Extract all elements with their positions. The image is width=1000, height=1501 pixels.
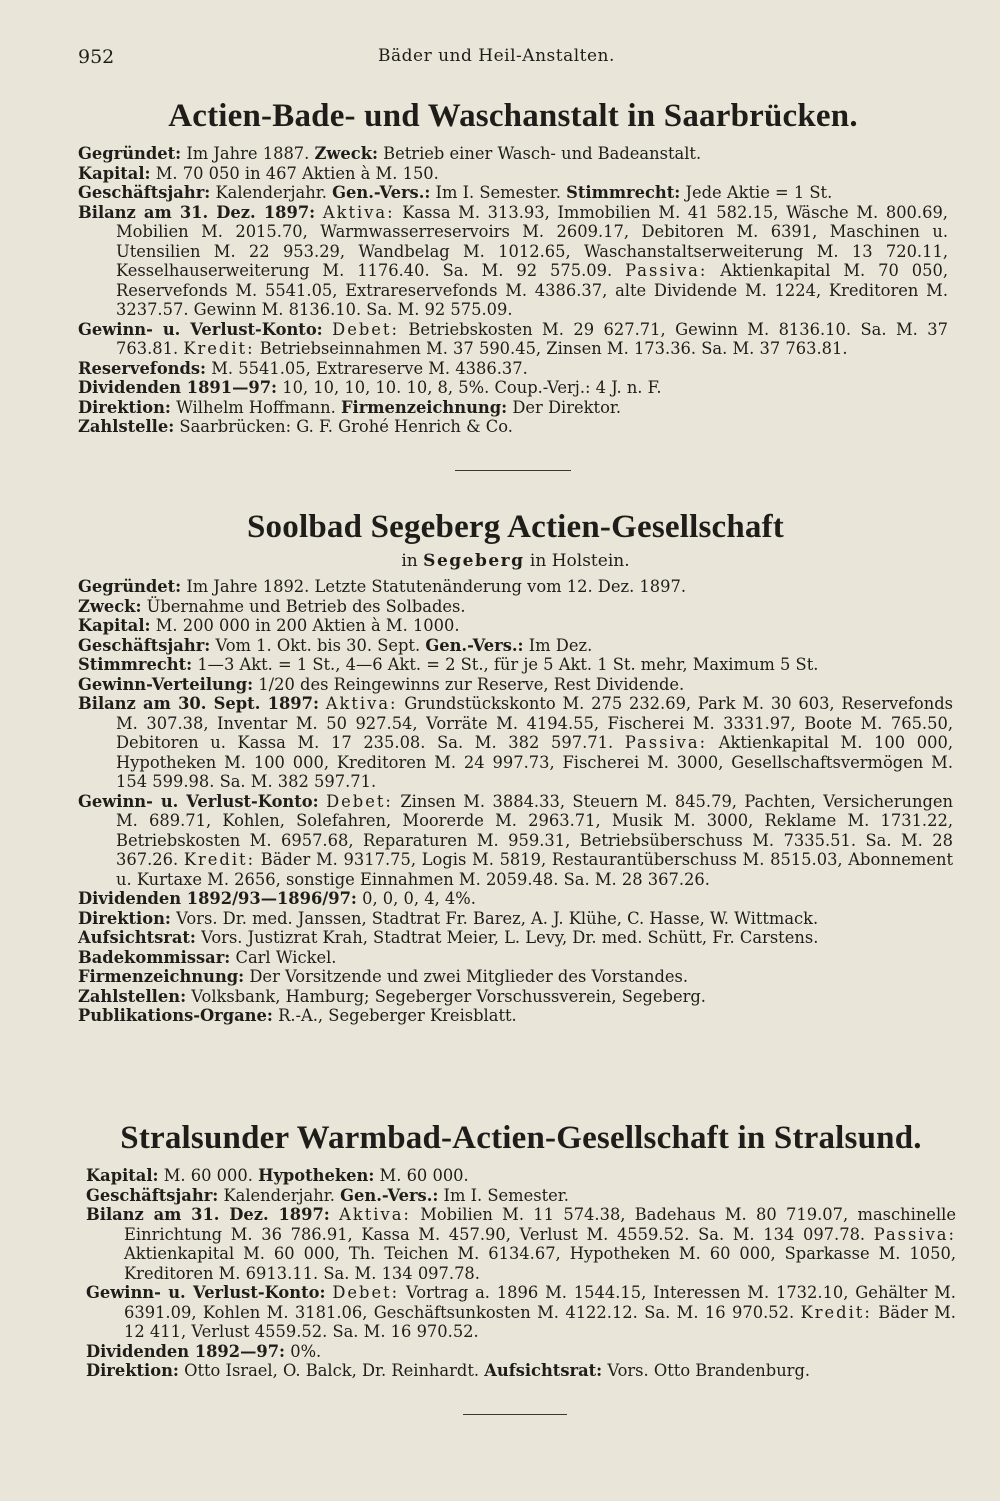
entry-text: Bäder M. 9317.75, Logis M. 5819, Restaurantüberschuss M. 8515.03, Abonnement u. Kurtaxe M. 2656, sonstige Einnahmen M. 2059.48. Sa. M. 28 367.26. [116,850,953,889]
entry-text: Im Jahre 1892. Letzte Statutenänderung vom 12. Dez. 1897. [181,577,687,596]
entry-text: Im I. Semester. [438,1185,569,1205]
entry-text: Aktienkapital M. 100 000, Hypotheken M. 100 000, Kreditoren M. 24 997.73, Fischerei M. 3000, Gesellschaftsvermögen M. 154 599.98. Sa. M. 382 597.71. [116,733,954,791]
entry [78,928,953,948]
entry [78,792,953,890]
section-divider [463,1414,567,1415]
entry-label: Bilanz am 30. Sept. 1897: [78,694,319,713]
entry-label: Gen.-Vers.: [340,1185,439,1205]
entry-spaced-label: Kredit: [800,1302,872,1322]
entry-label: Zahlstelle: [78,417,175,436]
entry [78,616,953,636]
entry-text: Betriebseinnahmen M. 37 590.45, Zinsen M. 173.36. Sa. M. 37 763.81. [254,339,848,358]
entry-label: Firmenzeichnung: [340,397,508,417]
entry-text: Kalenderjahr. [218,1185,341,1205]
subtitle-post: in Holstein. [524,551,630,571]
entry-label: Dividenden 1891—97: [78,378,278,397]
entry-label: Firmenzeichnung: [78,967,245,986]
entry [86,1186,956,1206]
entry-text: 0, 0, 0, 4, 4%. [356,889,476,908]
entry-text: Aktienkapital M. 70 050, Reservefonds M. 5541.05, Extrareservefonds M. 4386.37, alte Dividende M. 1224, Kreditoren M. 3237.57. Gewinn M. 8136.10. Sa. M. 92 575.09. [116,261,948,319]
entry-text [319,694,326,713]
entry-label: Dividenden 1892—97: [86,1341,286,1361]
entry-label: Reservefonds: [78,358,207,378]
entry [78,577,953,597]
entry [78,417,948,437]
entry-spaced-label: Aktiva: [325,694,398,713]
entry-text: Mobilien M. 11 574.38, Badehaus M. 80 719.07, maschinelle Einrichtung M. 36 786.91, Kassa M. 457.90, Verlust M. 4559.52. Sa. M. 134 097.78. [124,1205,956,1244]
entry-label: Badekommissar: [78,947,231,967]
entry-text: Betriebskosten M. 29 627.71, Gewinn M. 8136.10. Sa. M. 37 763.81. [116,319,948,358]
entry-spaced-label: Debet: [332,319,399,339]
subtitle-pre: in [401,551,424,571]
entry [78,987,953,1007]
entry-spaced-label: Passiva: [873,1224,956,1244]
section-stralsund [86,1118,956,1381]
entry [78,636,953,656]
entry-label: Aufsichtsrat: [484,1361,603,1380]
entry-text: M. 60 000. [158,1166,259,1185]
entry-text: Betrieb einer Wasch- und Badeanstalt. [377,144,702,163]
entry-label: Stimmrecht: [78,655,193,674]
entry [78,967,953,987]
entry [86,1166,956,1186]
entry-label: Hypotheken: [258,1166,375,1185]
entry-label: Publikations-Organe: [78,1006,273,1025]
entry-text: M. 200 000 in 200 Aktien à M. 1000. [150,616,460,635]
section-divider [455,470,571,471]
entry-text [315,203,323,222]
entry-spaced-label: Aktiva: [322,202,395,222]
entry-label: Geschäftsjahr: [78,635,211,655]
entry-text: Saarbrücken: G. F. Grohé Henrich & Co. [174,417,513,436]
entry-text [319,792,326,811]
section-saarbruecken [78,96,948,437]
entry-text: Der Direktor. [507,397,622,417]
entry [78,203,948,320]
entry-label: Zweck: [314,144,378,163]
entry-label: Kapital: [78,616,151,635]
entry-text: Vortrag a. 1896 M. 1544.15, Interessen M. 1732.10, Gehälter M. 6391.09, Kohlen M. 3181.06, Geschäftsunkosten M. 4122.12. Sa. M. 16 970.52. [124,1283,956,1322]
entry-spaced-label: Passiva: [624,733,708,752]
entry [78,1006,953,1026]
entry-text: Vors. Dr. med. Janssen, Stadtrat Fr. Barez, A. J. Klühe, C. Hasse, W. Wittmack. [170,908,819,928]
entry-spaced-label: Kredit: [183,339,255,358]
entry-label: Gewinn- u. Verlust-Konto: [78,319,323,339]
entry-label: Gegründet: [78,144,182,163]
entry-label: Zahlstellen: [78,986,187,1006]
entry [78,398,948,418]
entry-text [330,1205,339,1224]
entry-spaced-label: Aktiva: [339,1205,411,1224]
entry [78,655,953,675]
entry-text: Kassa M. 313.93, Immobilien M. 41 582.15, Wäsche M. 800.69, Mobilien M. 2015.70, Warmwasserreservoirs M. 2609.17, Debitoren M. 6391, Maschinen u. Utensilien M. 22 953.29, Wandbelag M. 1012.65, Waschanstaltserweiterung M. 13 720.11, Kesselhauserweiterung M. 1176.40. Sa. M. 92 575.09. [116,202,948,280]
entry-label: Gewinn-Verteilung: [78,674,254,694]
entry [78,164,948,184]
entry-text: Kalenderjahr. [210,183,333,202]
subtitle-place: Segeberg [423,551,525,571]
entry [78,183,948,203]
entry-text: Vors. Justizrat Krah, Stadtrat Meier, L. Levy, Dr. med. Schütt, Fr. Carstens. [195,928,819,947]
entry-text: Otto Israel, O. Balck, Dr. Reinhardt. [178,1361,485,1380]
entry-list [86,1166,956,1381]
entry-text: 1/20 des Reingewinns zur Reserve, Rest Dividende. [253,674,685,694]
entry [78,144,948,164]
entry-label: Geschäftsjahr: [78,183,211,202]
entry-label: Direktion: [78,908,171,928]
entry [78,378,948,398]
entry-text: Wilhelm Hoffmann. [170,397,341,417]
entry-spaced-label: Debet: [326,791,393,811]
page-number: 952 [78,46,115,68]
entry [86,1361,956,1381]
entry-label: Gen.-Vers.: [425,635,524,655]
entry-text: Vors. Otto Brandenburg. [602,1361,811,1380]
entry-text: 1—3 Akt. = 1 St., 4—6 Akt. = 2 St., für je 5 Akt. 1 St. mehr, Maximum 5 St. [192,655,819,674]
section-title: Actien-Bade- und Waschanstalt in Saarbrücken. [168,98,858,134]
entry-spaced-label: Passiva: [625,261,708,280]
entry-label: Kapital: [78,163,151,183]
entry-label: Stimmrecht: [566,183,681,202]
entry-text: Jede Aktie = 1 St. [680,183,833,202]
entry-text: Der Vorsitzende und zwei Mitglieder des Vorstandes. [244,967,689,986]
entry-label: Direktion: [78,397,171,417]
running-head [78,42,940,72]
entry-text: 0%. [285,1341,322,1361]
entry-text: Aktienkapital M. 60 000, Th. Teichen M. 6134.67, Hypotheken M. 60 000, Sparkasse M. 1050, Kreditoren M. 6913.11. Sa. M. 134 097.78. [124,1244,956,1283]
entry-text: R.-A., Segeberger Kreisblatt. [272,1006,517,1025]
entry-label: Zweck: [78,596,142,616]
entry-text: Zinsen M. 3884.33, Steuern M. 845.79, Pachten, Versicherungen M. 689.71, Kohlen, Solefahren, Moorerde M. 2963.71, Musik M. 3000, Reklame M. 1731.22, Betriebskosten M. 6957.68, Reparaturen M. 959.31, Betriebsüberschuss M. 7335.51. Sa. M. 28 367.26. [116,791,953,869]
entry [86,1283,956,1342]
entry-text: 10, 10, 10, 10. 10, 8, 5%. Coup.-Verj.: 4 J. n. F. [277,378,662,397]
entry-text: M. 70 050 in 467 Aktien à M. 150. [150,163,439,183]
entry [86,1342,956,1362]
entry [78,675,953,695]
entry-text: Im Dez. [523,635,593,655]
entry-label: Geschäftsjahr: [86,1185,219,1205]
entry-list [78,144,948,437]
running-title: Bäder und Heil-Anstalten. [378,46,615,66]
section-subtitle [78,551,953,571]
entry-text: Im Jahre 1887. [181,144,315,163]
entry-text: Übernahme und Betrieb des Solbades. [141,596,466,616]
entry-text: Im I. Semester. [430,183,567,202]
entry-text: M. 5541.05, Extrareserve M. 4386.37. [206,358,528,378]
entry-label: Gen.-Vers.: [332,183,431,202]
entry-label: Aufsichtsrat: [78,928,196,947]
entry-spaced-label: Kredit: [183,850,256,869]
entry [78,597,953,617]
entry-label: Gewinn- u. Verlust-Konto: [86,1283,326,1302]
entry-text: M. 60 000. [374,1166,469,1185]
section-title: Soolbad Segeberg Actien-Gesellschaft [247,509,784,545]
entry-label: Gewinn- u. Verlust-Konto: [78,791,319,811]
entry-list [78,577,953,1026]
entry-label: Bilanz am 31. Dez. 1897: [78,202,316,222]
section-title: Stralsunder Warmbad-Actien-Gesellschaft in Stralsund. [120,1120,922,1156]
entry-text: Volksbank, Hamburg; Segeberger Vorschussverein, Segeberg. [186,986,706,1006]
entry-label: Gegründet: [78,577,182,596]
entry-label: Kapital: [86,1166,159,1185]
section-segeberg [78,507,953,1026]
entry [78,694,953,792]
entry-text: Carl Wickel. [230,947,337,967]
entry-text: Vom 1. Okt. bis 30. Sept. [210,635,426,655]
entry-label: Direktion: [86,1361,179,1380]
entry-label: Dividenden 1892/93—1896/97: [78,889,357,908]
entry [78,889,953,909]
entry-text: Grundstückskonto M. 275 232.69, Park M. 30 603, Reservefonds M. 307.38, Inventar M. 50 927.54, Vorräte M. 4194.55, Fischerei M. 3331.97, Boote M. 765.50, Debitoren u. Kassa M. 17 235.08. Sa. M. 382 597.71. [116,694,953,752]
entry [86,1205,956,1283]
entry-spaced-label: Debet: [332,1283,400,1302]
entry-label: Bilanz am 31. Dez. 1897: [86,1205,330,1224]
entry [78,909,953,929]
entry-text [323,320,332,339]
entry [78,320,948,359]
entry-text: Bäder M. 12 411, Verlust 4559.52. Sa. M. 16 970.52. [124,1302,956,1341]
entry [78,948,953,968]
entry [78,359,948,379]
